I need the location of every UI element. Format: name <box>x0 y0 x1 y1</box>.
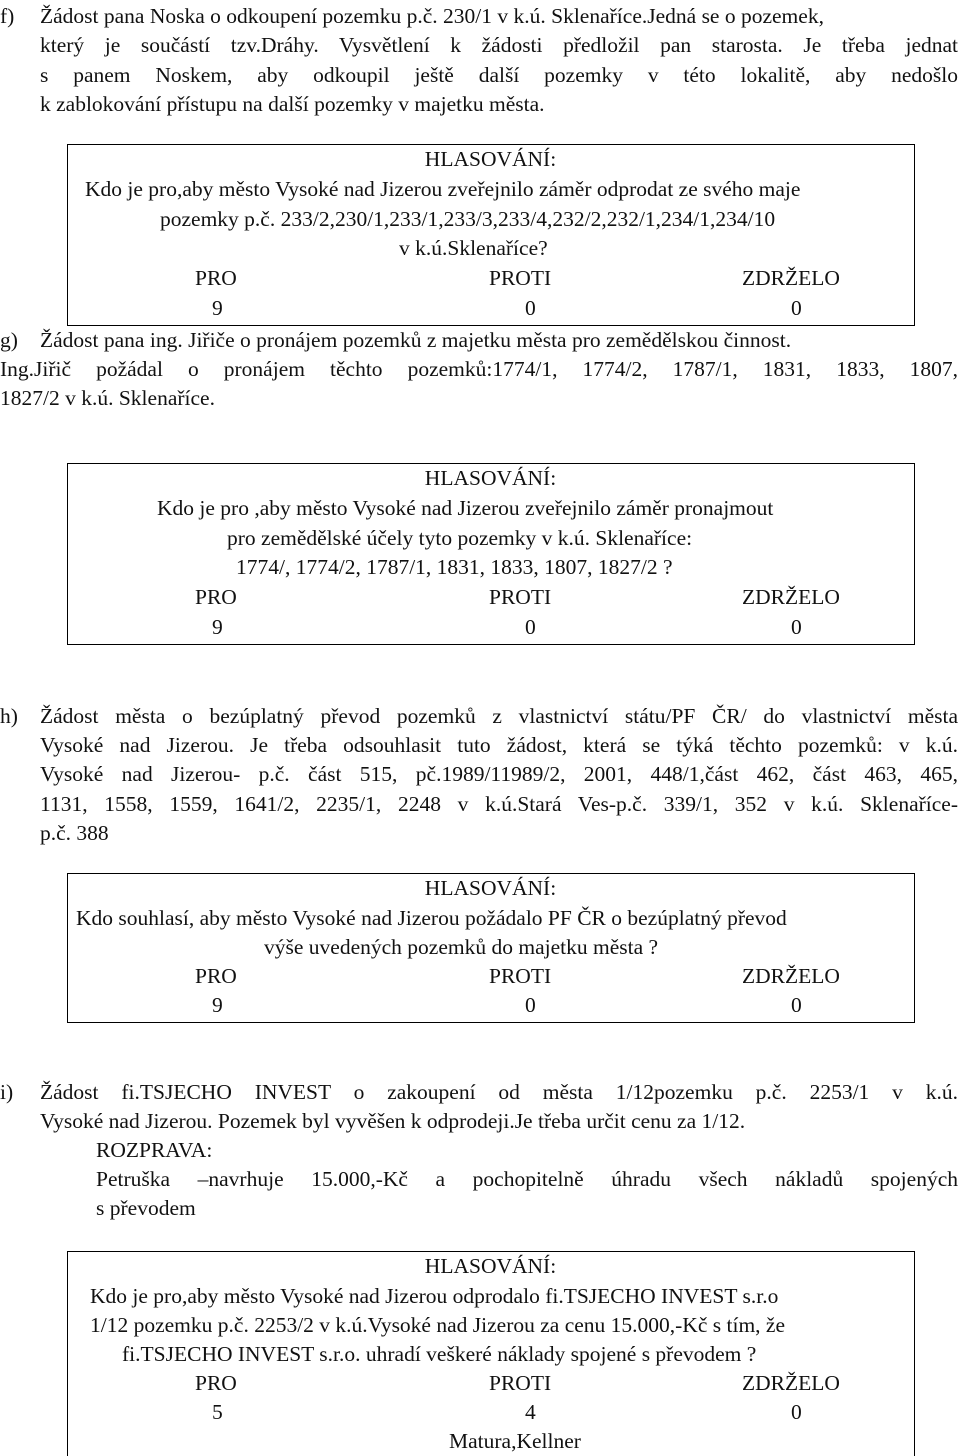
item-text-line: Žádost fi.TSJECHO INVEST o zakoupení od města 1/12pozemku p.č. 2253/1 v k.ú. <box>40 1080 958 1104</box>
vote-box-h <box>67 873 915 1023</box>
vote-value-proti: 0 <box>525 615 536 639</box>
vote-label-pro: PRO <box>195 964 237 988</box>
vote-question-line: Kdo je pro,aby město Vysoké nad Jizerou zveřejnilo záměr odprodat ze svého maje <box>85 177 801 201</box>
vote-value-zdrzelo: 0 <box>791 1400 802 1424</box>
vote-question-line: v k.ú.Sklenaříce? <box>399 236 548 260</box>
item-text-line: Žádost pana ing. Jiřiče o pronájem pozemků z majetku města pro zemědělskou činnost. <box>40 328 792 352</box>
vote-label-proti: PROTI <box>489 266 552 290</box>
vote-heading: HLASOVÁNÍ: <box>424 876 557 900</box>
item-marker: f) <box>0 4 15 28</box>
vote-heading: HLASOVÁNÍ: <box>424 1254 557 1278</box>
vote-question-line: pozemky p.č. 233/2,230/1,233/1,233/3,233/4,232/2,232/1,234/1,234/10 <box>160 207 776 231</box>
item-text-line: p.č. 388 <box>40 821 109 845</box>
vote-question-line: 1/12 pozemku p.č. 2253/2 v k.ú.Vysoké nad Jizerou za cenu 15.000,-Kč s tím, že <box>90 1313 786 1337</box>
item-text-line: Ing.Jiřič požádal o pronájem těchto pozemků:1774/1, 1774/2, 1787/1, 1831, 1833, 1807, <box>0 357 958 381</box>
item-text-line: 1827/2 v k.ú. Sklenaříce. <box>0 386 215 410</box>
vote-question-line: Kdo je pro ,aby město Vysoké nad Jizerou zveřejnilo záměr pronajmout <box>157 496 774 520</box>
vote-heading: HLASOVÁNÍ: <box>424 466 557 490</box>
item-text-line: 1131, 1558, 1559, 1641/2, 2235/1, 2248 v k.ú.Stará Ves-p.č. 339/1, 352 v k.ú. Sklenaříce- <box>40 792 958 816</box>
vote-box-f <box>67 144 915 326</box>
item-marker: i) <box>0 1080 14 1104</box>
vote-question-line: 1774/, 1774/2, 1787/1, 1831, 1833, 1807, 1827/2 ? <box>236 555 673 579</box>
item-text-line: k zablokování přístupu na další pozemky v majetku města. <box>40 92 545 116</box>
item-text-line: Vysoké nad Jizerou- p.č. část 515, pč.1989/11989/2, 2001, 448/1,část 462, část 463, 465, <box>40 762 958 786</box>
vote-label-proti: PROTI <box>489 964 552 988</box>
vote-label-zdrzelo: ZDRŽELO <box>742 964 840 988</box>
vote-value-proti: 0 <box>525 993 536 1017</box>
vote-question-line: fi.TSJECHO INVEST s.r.o. uhradí veškeré náklady spojené s převodem ? <box>122 1342 757 1366</box>
discussion-text-line: s převodem <box>96 1196 196 1220</box>
vote-label-pro: PRO <box>195 266 237 290</box>
vote-value-pro: 9 <box>212 296 223 320</box>
vote-box-i <box>67 1251 915 1456</box>
vote-note: Matura,Kellner <box>449 1429 581 1453</box>
item-text-line: který je součástí tzv.Dráhy. Vysvětlení k žádosti předložil pan starosta. Je třeba jednat <box>40 33 958 57</box>
vote-question-line: výše uvedených pozemků do majetku města ? <box>264 935 659 959</box>
vote-label-proti: PROTI <box>489 1371 552 1395</box>
item-text-line: Vysoké nad Jizerou. Pozemek byl vyvěšen k odprodeji.Je třeba určit cenu za 1/12. <box>40 1109 746 1133</box>
vote-label-zdrzelo: ZDRŽELO <box>742 266 840 290</box>
item-marker: g) <box>0 328 18 352</box>
item-text-line: Žádost pana Noska o odkoupení pozemku p.č. 230/1 v k.ú. Sklenaříce.Jedná se o pozemek, <box>40 4 824 28</box>
vote-value-proti: 0 <box>525 296 536 320</box>
item-text-line: s panem Noskem, aby odkoupil ještě další pozemky v této lokalitě, aby nedošlo <box>40 63 958 87</box>
vote-value-zdrzelo: 0 <box>791 993 802 1017</box>
vote-question-line: pro zemědělské účely tyto pozemky v k.ú. Sklenaříce: <box>227 526 693 550</box>
vote-value-pro: 9 <box>212 993 223 1017</box>
vote-label-zdrzelo: ZDRŽELO <box>742 585 840 609</box>
item-text-line: Žádost města o bezúplatný převod pozemků z vlastnictví státu/PF ČR/ do vlastnictví města <box>40 704 958 728</box>
vote-value-zdrzelo: 0 <box>791 615 802 639</box>
vote-box-g <box>67 463 915 645</box>
vote-question-line: Kdo je pro,aby město Vysoké nad Jizerou odprodalo fi.TSJECHO INVEST s.r.o <box>90 1284 779 1308</box>
vote-label-pro: PRO <box>195 1371 237 1395</box>
vote-value-proti: 4 <box>525 1400 536 1424</box>
discussion-heading: ROZPRAVA: <box>96 1138 213 1162</box>
vote-label-zdrzelo: ZDRŽELO <box>742 1371 840 1395</box>
vote-value-pro: 9 <box>212 615 223 639</box>
vote-value-pro: 5 <box>212 1400 223 1424</box>
vote-value-zdrzelo: 0 <box>791 296 802 320</box>
vote-label-pro: PRO <box>195 585 237 609</box>
item-text-line: Vysoké nad Jizerou. Je třeba odsouhlasit tuto žádost, která se týká těchto pozemků: v k.ú. <box>40 733 958 757</box>
vote-heading: HLASOVÁNÍ: <box>424 147 557 171</box>
vote-question-line: Kdo souhlasí, aby město Vysoké nad Jizerou požádalo PF ČR o bezúplatný převod <box>76 906 787 930</box>
discussion-text-line: Petruška –navrhuje 15.000,-Kč a pochopitelně úhradu všech nákladů spojených <box>96 1167 958 1191</box>
vote-label-proti: PROTI <box>489 585 552 609</box>
item-marker: h) <box>0 704 18 728</box>
